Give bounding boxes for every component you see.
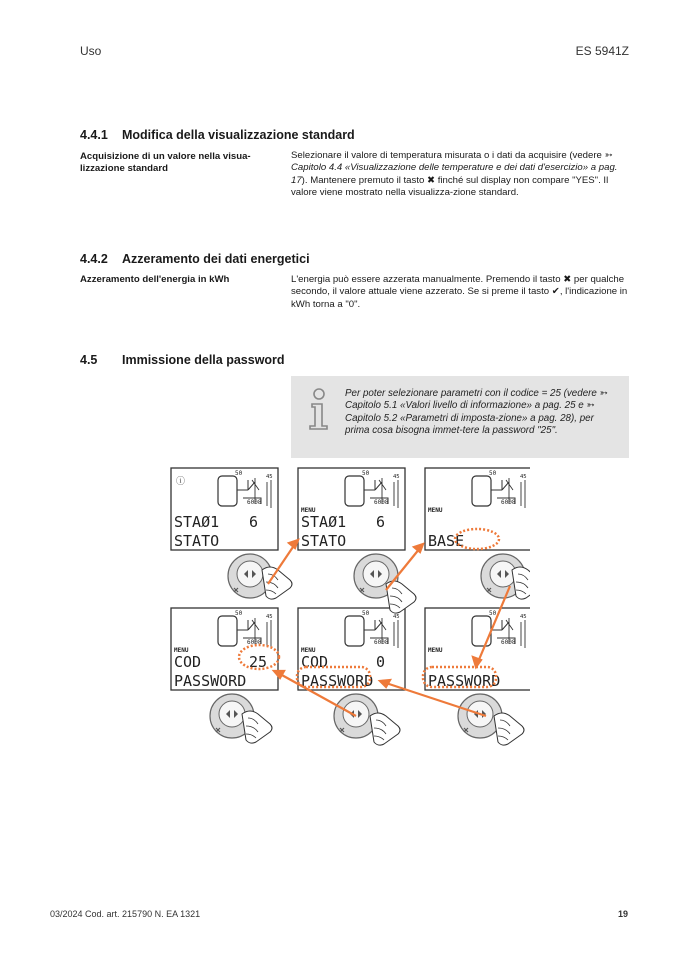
body-text-4-4-2 bbox=[291, 274, 629, 311]
lcd-line2: BASE bbox=[428, 532, 465, 550]
section-number: 4.4.1 bbox=[80, 128, 108, 142]
info-symbol: ⓘ bbox=[176, 476, 186, 486]
lcd-degrees-top: 50 bbox=[362, 610, 370, 617]
lcd-degrees-side: 45 bbox=[393, 474, 400, 480]
lcd-degrees-top: 50 bbox=[235, 470, 243, 477]
key-check-icon: ✔ bbox=[551, 286, 560, 298]
info-note-box bbox=[291, 376, 629, 458]
note-text: e bbox=[575, 400, 587, 412]
lcd-line2: PASSWORD bbox=[428, 672, 501, 690]
lcd-degrees-top: 50 bbox=[362, 470, 370, 477]
lcd-line2: PASSWORD bbox=[301, 672, 374, 690]
lcd-sensor-value: 6008 bbox=[247, 499, 262, 506]
header-section: Uso bbox=[80, 44, 102, 58]
body-text: ). Mantenere premuto il tasto bbox=[301, 174, 427, 186]
lcd-menu-label: MENU bbox=[428, 647, 443, 654]
section-title-4-4-1 bbox=[80, 128, 355, 142]
body-text: L'energia può essere azzerata manualmente. Premendo il tasto bbox=[291, 274, 564, 285]
key-x-icon: ✖ bbox=[563, 274, 572, 285]
link-arrow-icon: ➳ bbox=[604, 150, 613, 161]
info-icon bbox=[307, 388, 331, 430]
body-text: per qualche secondo, il valore attuale viene azzerato. Se si preme il tasto bbox=[291, 274, 625, 298]
arrow-head bbox=[414, 544, 423, 552]
lcd-degrees-top: 50 bbox=[235, 610, 243, 617]
lcd-sensor-value: 6008 bbox=[374, 639, 389, 646]
lcd-line1: STAØ1 bbox=[301, 513, 347, 531]
lcd-degrees-top: 50 bbox=[489, 470, 497, 477]
chapter-link[interactable]: Capitolo 5.1 «Valori livello di informazione» a pag. 25 bbox=[345, 400, 576, 412]
lcd-degrees-top: 50 bbox=[489, 610, 497, 617]
lcd-value: 6 bbox=[376, 513, 386, 531]
lcd-degrees-side: 45 bbox=[520, 474, 527, 480]
section-number: 4.4.2 bbox=[80, 252, 108, 266]
lcd-menu-label: MENU bbox=[428, 507, 443, 514]
side-label-azzeramento: Azzeramento dell'energia in kWh bbox=[80, 274, 230, 285]
lcd-degrees-side: 45 bbox=[266, 614, 273, 620]
key-x-icon: ✖ bbox=[426, 174, 436, 186]
lcd-degrees-side: 45 bbox=[520, 614, 527, 620]
info-note-text bbox=[345, 388, 615, 438]
lcd-line2: STATO bbox=[174, 532, 220, 550]
lcd-menu-label: MENU bbox=[301, 647, 316, 654]
lcd-sensor-value: 6008 bbox=[374, 499, 389, 506]
lcd-line2: STATO bbox=[301, 532, 347, 550]
lcd-sensor-value: 6008 bbox=[501, 499, 516, 506]
lcd-line2: PASSWORD bbox=[174, 672, 247, 690]
link-arrow-icon: ➳ bbox=[586, 400, 595, 412]
page-number: 19 bbox=[617, 909, 628, 919]
lcd-sensor-value: 6008 bbox=[247, 639, 262, 646]
lcd-degrees-side: 45 bbox=[266, 474, 273, 480]
header-doc-code: ES 5941Z bbox=[575, 44, 629, 58]
lcd-line1: COD bbox=[174, 653, 202, 671]
section-title-4-4-2 bbox=[80, 252, 310, 266]
body-text: finché sul display non compare "YES". Il valore viene mostrato nella visualizza-zione standard. bbox=[291, 174, 609, 199]
arrow-head bbox=[289, 540, 298, 548]
lcd-line1: COD bbox=[301, 653, 329, 671]
lcd-line1: STAØ1 bbox=[174, 513, 220, 531]
section-heading: Modifica della visualizzazione standard bbox=[122, 128, 355, 142]
lcd-menu-label: MENU bbox=[301, 507, 316, 514]
chapter-link[interactable]: Capitolo 4.4 «Visualizzazione delle temperature e dei dati d'esercizio» a pag. 17 bbox=[291, 162, 618, 186]
body-text: Selezionare il valore di temperatura misurata o i dati da acquisire (vedere bbox=[291, 150, 605, 161]
side-label-acquisizione: Acquisizione di un valore nella visua-lizzazione standard bbox=[80, 151, 251, 174]
lcd-value: 25 bbox=[249, 653, 268, 671]
lcd-value: 6 bbox=[249, 513, 259, 531]
password-entry-figure bbox=[160, 462, 530, 747]
hand-icon bbox=[242, 711, 272, 743]
body-text: , l'indicazione in kWh torna a "0". bbox=[291, 286, 628, 310]
section-title-4-5 bbox=[80, 353, 285, 367]
body-text-4-4-1 bbox=[291, 150, 629, 200]
lcd-menu-label: MENU bbox=[174, 647, 189, 654]
note-text: ), per prima cosa bisogna immet-tere la password "25". bbox=[345, 412, 594, 437]
hand-icon bbox=[370, 713, 400, 745]
lcd-degrees-side: 45 bbox=[393, 614, 400, 620]
section-heading: Azzeramento dei dati energetici bbox=[122, 252, 310, 266]
link-arrow-icon: ➳ bbox=[599, 388, 608, 399]
footer-article: 03/2024 Cod. art. 215790 N. EA 1321 bbox=[50, 909, 201, 919]
section-heading: Immissione della password bbox=[122, 353, 285, 367]
lcd-sensor-value: 6008 bbox=[501, 639, 516, 646]
section-number: 4.5 bbox=[80, 353, 98, 367]
note-text: Per poter selezionare parametri con il codice = 25 (vedere bbox=[345, 388, 600, 399]
chapter-link[interactable]: Capitolo 5.2 «Parametri di imposta-zione» a pag. 28 bbox=[345, 412, 572, 424]
hand-icon bbox=[494, 713, 524, 745]
lcd-value: 0 bbox=[376, 653, 386, 671]
